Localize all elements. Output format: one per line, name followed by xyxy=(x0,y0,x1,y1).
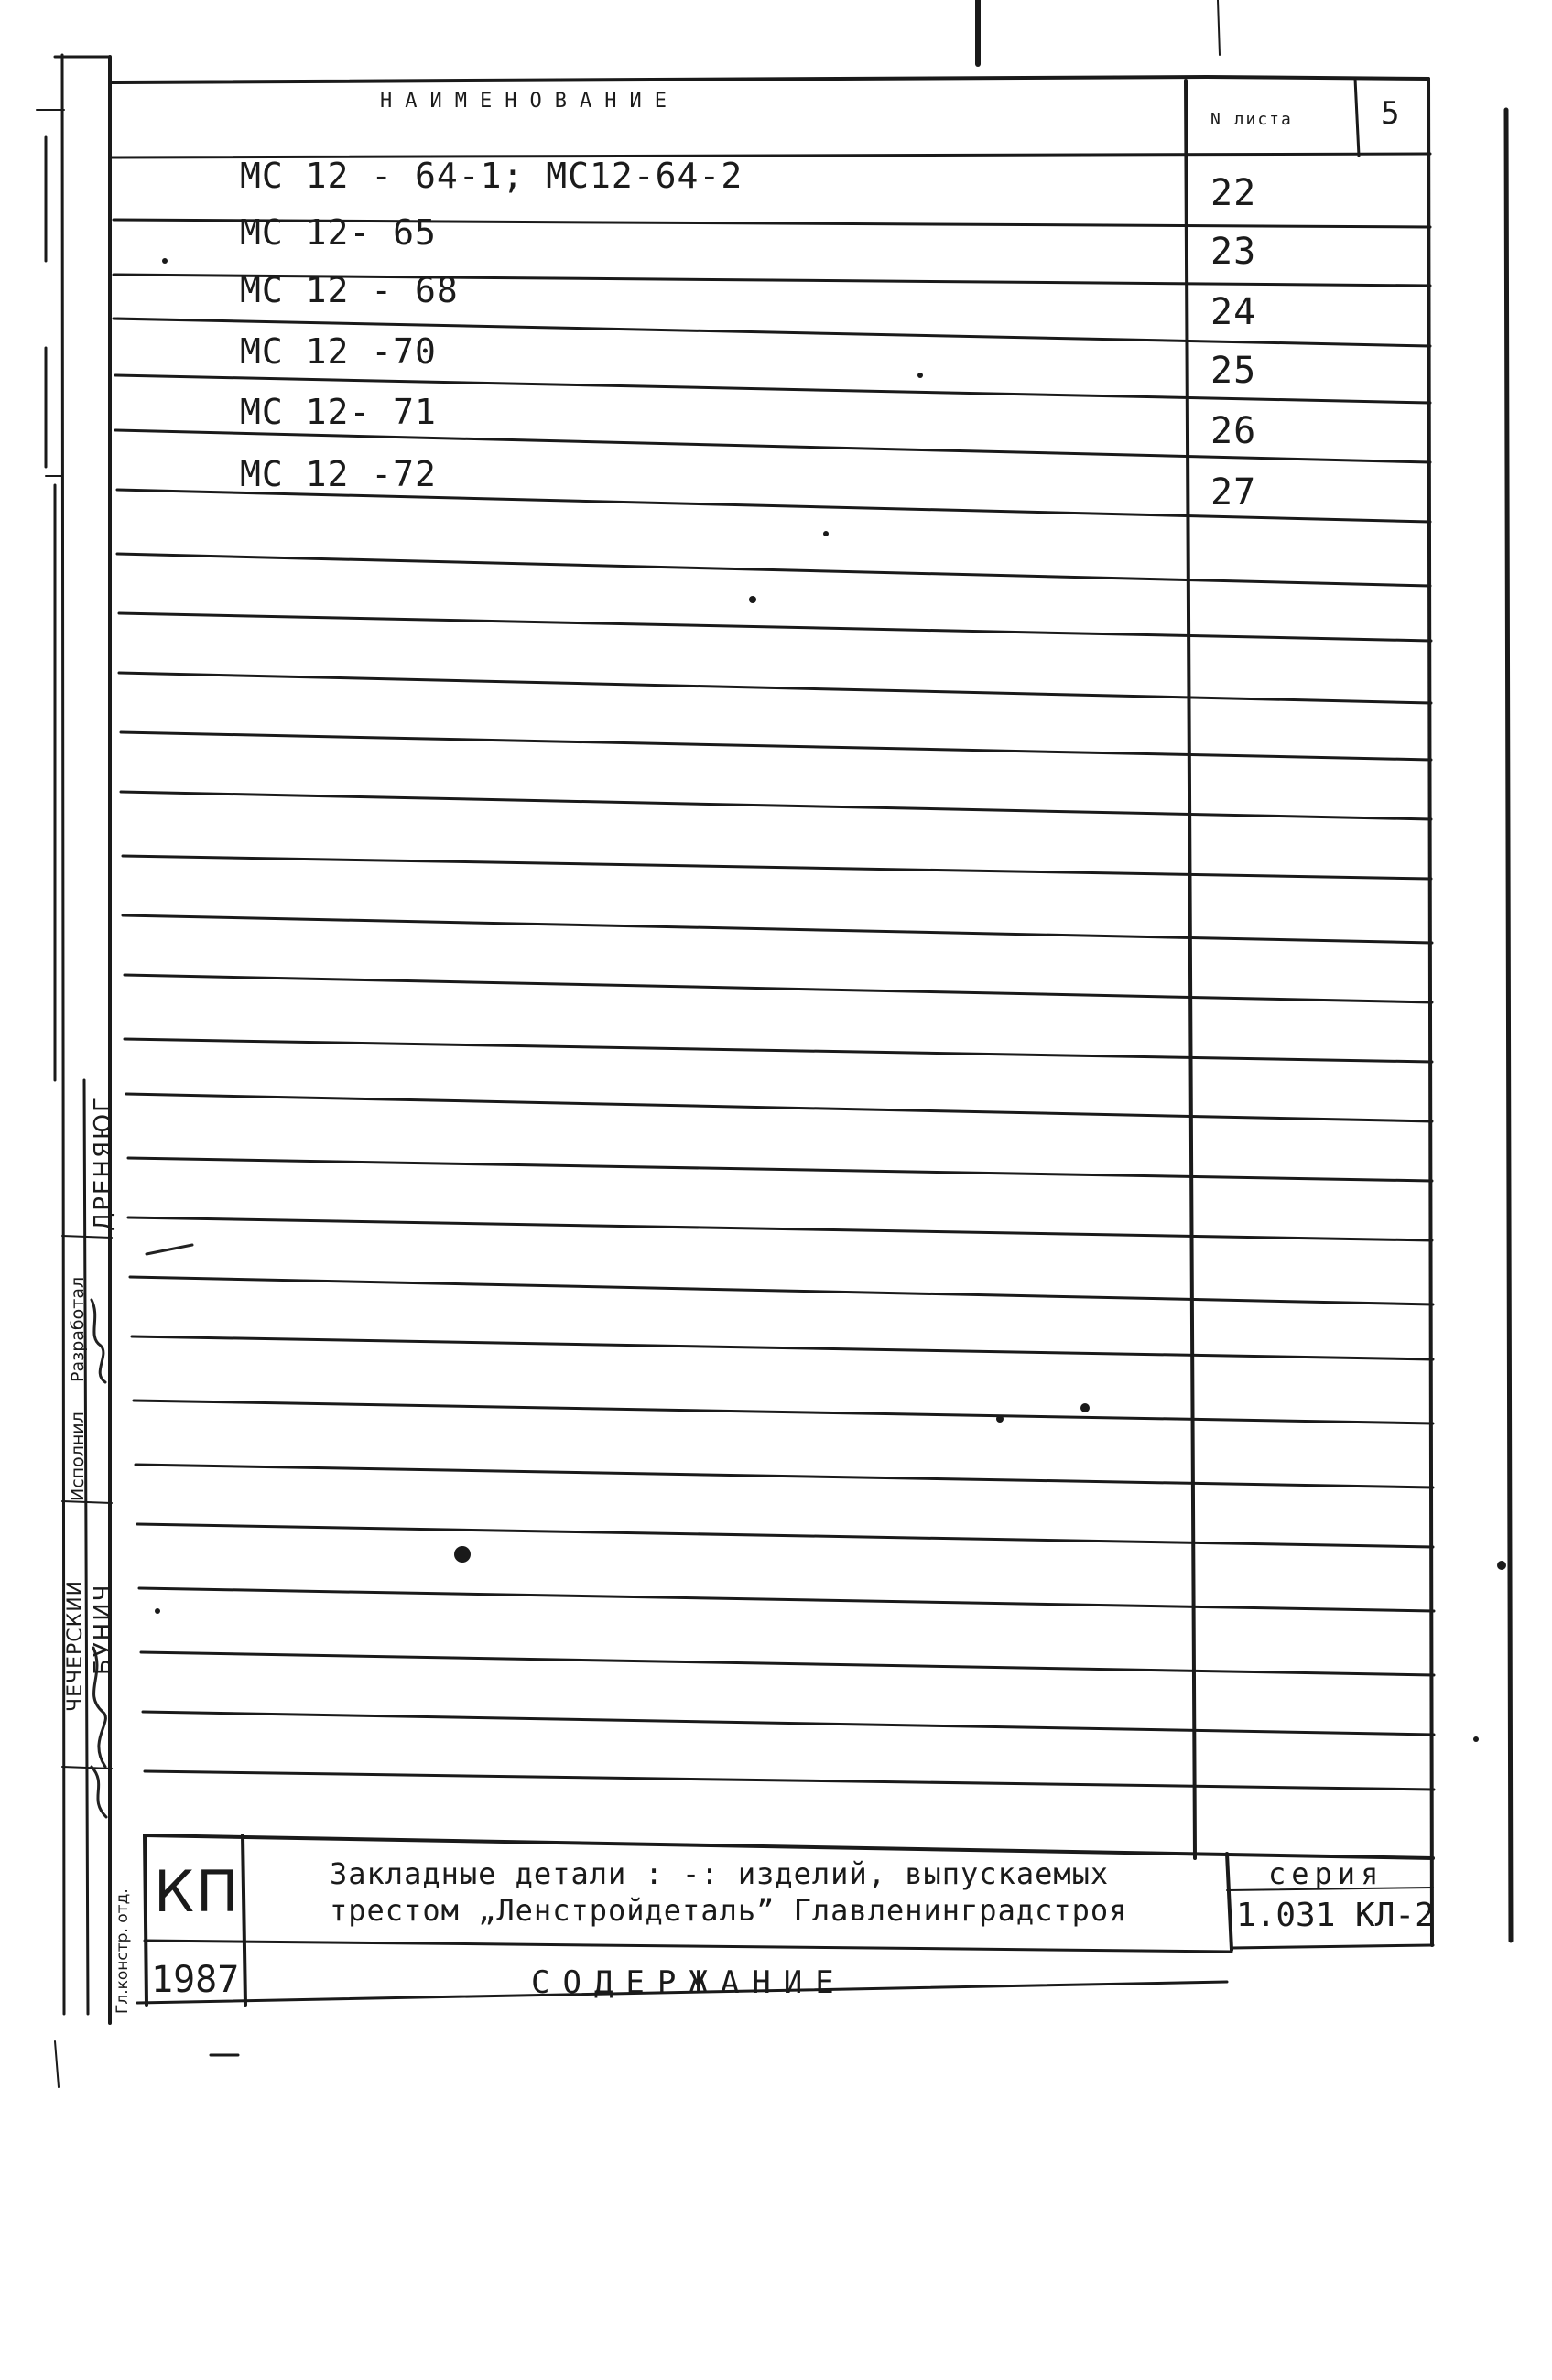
list-item-name: МС 12 -70 xyxy=(240,331,437,372)
list-item-name: МС 12- 65 xyxy=(240,212,437,253)
document-title: СОДЕРЖАНИЕ xyxy=(531,1964,847,2001)
list-item-name: МС 12 - 64-1; МС12-64-2 xyxy=(240,156,743,196)
list-item-sheet: 22 xyxy=(1210,172,1257,214)
role-label: Исполнил xyxy=(68,1412,88,1501)
list-item-sheet: 24 xyxy=(1210,291,1257,333)
stamp-year: 1987 xyxy=(151,1959,240,2001)
series-code: 1.031 КЛ-2 xyxy=(1236,1897,1435,1934)
list-item-sheet: 25 xyxy=(1210,350,1257,392)
stamp-title-line-2: трестом „Ленстройдеталь” Главленинградстроя xyxy=(330,1893,1128,1928)
list-item-name: МС 12- 71 xyxy=(240,392,437,432)
signer-name: БУНИЧ xyxy=(90,1583,117,1675)
list-item-name: МС 12 - 68 xyxy=(240,270,459,310)
role-label: Гл.констр. отд. xyxy=(114,1888,132,2014)
signer-name: ДРЕНЯЮГ xyxy=(90,1096,117,1231)
list-item-name: МС 12 -72 xyxy=(240,454,437,494)
stamp-title-line-1: Закладные детали : -: изделий, выпускаемых xyxy=(330,1856,1110,1891)
role-label: Разработал xyxy=(68,1276,88,1382)
list-item-sheet: 26 xyxy=(1210,410,1257,452)
stamp-code: КП xyxy=(154,1858,241,1925)
column-header-name: НАИМЕНОВАНИЕ xyxy=(380,90,679,113)
list-item-sheet: 23 xyxy=(1210,231,1257,273)
list-item-sheet: 27 xyxy=(1210,471,1257,514)
series-label: серия xyxy=(1268,1856,1384,1891)
page-number: 5 xyxy=(1381,95,1401,132)
column-header-sheet-number: N листа xyxy=(1210,110,1293,129)
signer-name: ЧЕЧЕРСКИЙ xyxy=(64,1579,87,1712)
